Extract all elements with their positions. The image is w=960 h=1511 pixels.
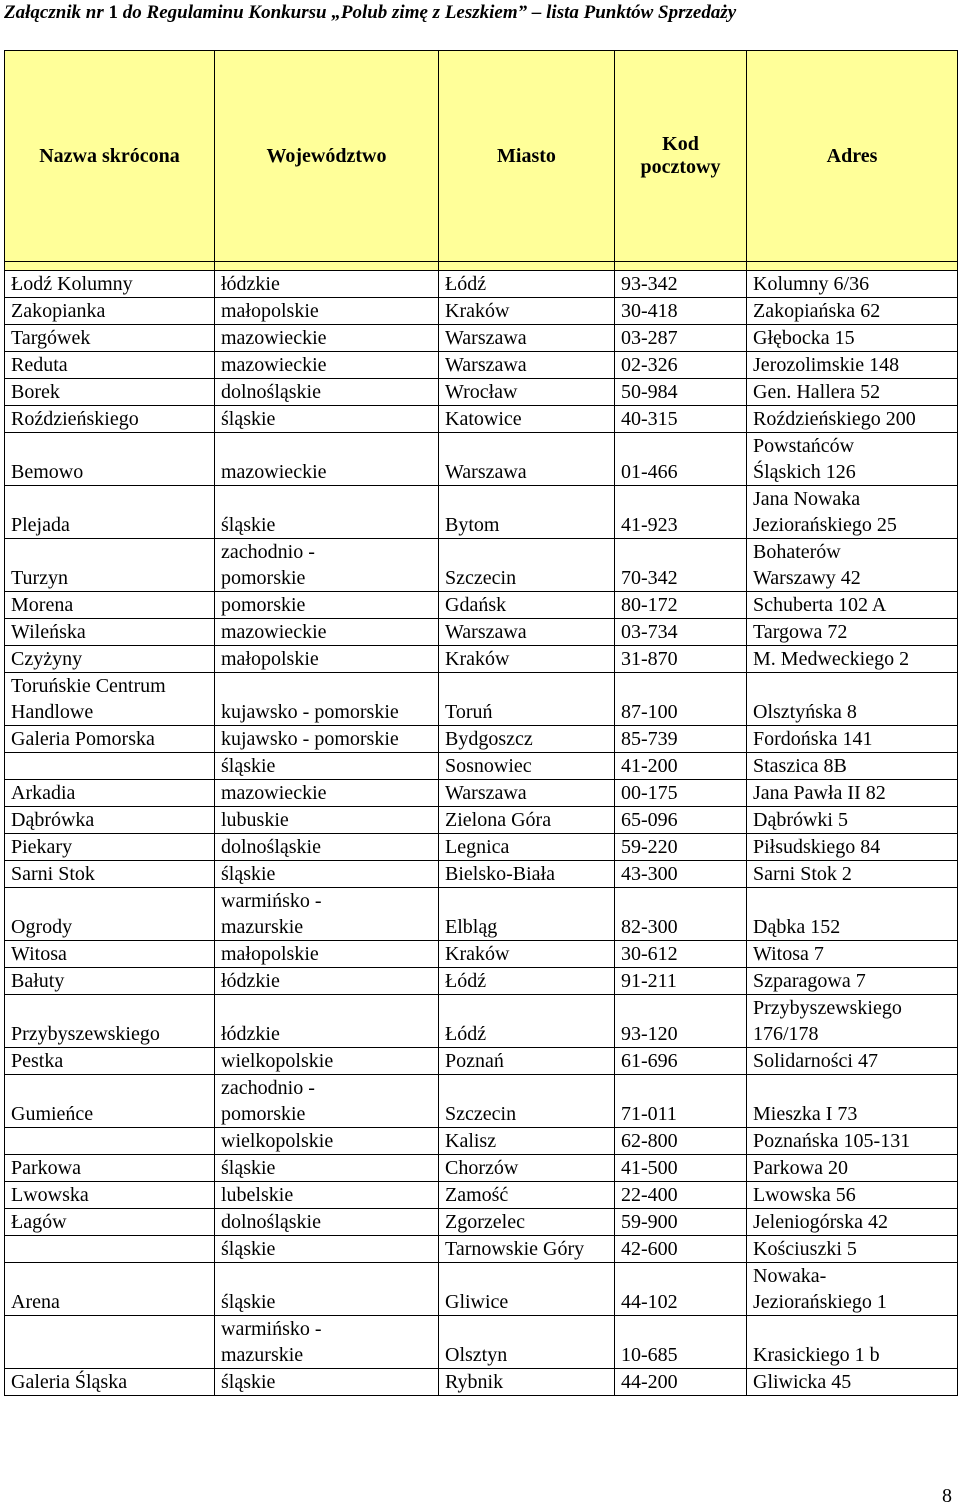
table-row [5, 861, 958, 888]
cell-miasto: Warszawa [439, 780, 615, 807]
cell-adres: Sarni Stok 2 [747, 861, 958, 888]
cell-kod: 50-984 [615, 379, 747, 406]
cell-nazwa: Plejada [5, 486, 215, 539]
cell-wojewodztwo: śląskie [215, 861, 439, 888]
cell-miasto: Rybnik [439, 1369, 615, 1396]
cell-kod: 80-172 [615, 592, 747, 619]
cell-adres: Jana Nowaka Jeziorańskiego 25 [747, 486, 958, 539]
cell-nazwa: Borek [5, 379, 215, 406]
cell-wojewodztwo: dolnośląskie [215, 834, 439, 861]
cell-miasto: Elbląg [439, 888, 615, 941]
cell-kod: 42-600 [615, 1236, 747, 1263]
cell-wojewodztwo: zachodnio - pomorskie [215, 1075, 439, 1128]
cell-wojewodztwo: mazowieckie [215, 619, 439, 646]
cell-miasto: Kraków [439, 941, 615, 968]
cell-kod: 03-734 [615, 619, 747, 646]
cell-nazwa: Galeria Śląska [5, 1369, 215, 1396]
cell-kod: 02-326 [615, 352, 747, 379]
cell-wojewodztwo: zachodnio - pomorskie [215, 539, 439, 592]
cell-kod: 85-739 [615, 726, 747, 753]
cell-miasto: Bytom [439, 486, 615, 539]
cell-kod: 44-102 [615, 1263, 747, 1316]
cell-kod: 00-175 [615, 780, 747, 807]
cell-nazwa: Roździeńskiego [5, 406, 215, 433]
cell-miasto: Warszawa [439, 325, 615, 352]
cell-adres: Olsztyńska 8 [747, 673, 958, 726]
title-part-1: Załącznik nr [4, 2, 109, 23]
title-part-2: do Regulaminu Konkursu „Polub zimę z Leszkiem” – lista Punktów Sprzedaży [118, 2, 737, 23]
header-nazwa: Nazwa skrócona [5, 51, 215, 262]
cell-kod: 93-342 [615, 271, 747, 298]
table-row [5, 619, 958, 646]
cell-adres: Mieszka I 73 [747, 1075, 958, 1128]
cell-kod: 03-287 [615, 325, 747, 352]
table-row [5, 352, 958, 379]
cell-adres: Jeleniogórska 42 [747, 1209, 958, 1236]
cell-wojewodztwo: dolnośląskie [215, 379, 439, 406]
cell-adres: Kolumny 6/36 [747, 271, 958, 298]
cell-kod: 93-120 [615, 995, 747, 1048]
table-row [5, 753, 958, 780]
cell-kod: 41-200 [615, 753, 747, 780]
cell-miasto: Legnica [439, 834, 615, 861]
cell-adres: Jana Pawła II 82 [747, 780, 958, 807]
cell-miasto: Bielsko-Biała [439, 861, 615, 888]
header-spacer-row [5, 262, 958, 271]
cell-miasto: Zamość [439, 1182, 615, 1209]
cell-nazwa: Reduta [5, 352, 215, 379]
cell-adres: Witosa 7 [747, 941, 958, 968]
table-row [5, 1128, 958, 1155]
table-row [5, 486, 958, 539]
cell-kod: 10-685 [615, 1316, 747, 1369]
cell-adres: Krasickiego 1 b [747, 1316, 958, 1369]
cell-wojewodztwo: warmińsko - mazurskie [215, 1316, 439, 1369]
cell-miasto: Warszawa [439, 433, 615, 486]
cell-miasto: Warszawa [439, 619, 615, 646]
cell-miasto: Tarnowskie Góry [439, 1236, 615, 1263]
cell-miasto: Toruń [439, 673, 615, 726]
cell-adres: Bohaterów Warszawy 42 [747, 539, 958, 592]
title-number: 1 [108, 2, 119, 23]
cell-nazwa: Sarni Stok [5, 861, 215, 888]
cell-wojewodztwo: wielkopolskie [215, 1048, 439, 1075]
cell-kod: 61-696 [615, 1048, 747, 1075]
cell-kod: 44-200 [615, 1369, 747, 1396]
cell-nazwa: Toruńskie Centrum Handlowe [5, 673, 215, 726]
cell-nazwa: Morena [5, 592, 215, 619]
cell-adres: Zakopiańska 62 [747, 298, 958, 325]
page-number: 8 [942, 1485, 952, 1507]
cell-kod: 43-300 [615, 861, 747, 888]
cell-kod: 59-900 [615, 1209, 747, 1236]
cell-miasto: Olsztyn [439, 1316, 615, 1369]
cell-wojewodztwo: mazowieckie [215, 433, 439, 486]
cell-adres: Poznańska 105-131 [747, 1128, 958, 1155]
cell-kod: 62-800 [615, 1128, 747, 1155]
cell-miasto: Gliwice [439, 1263, 615, 1316]
cell-kod: 87-100 [615, 673, 747, 726]
table-row [5, 834, 958, 861]
cell-wojewodztwo: śląskie [215, 1263, 439, 1316]
cell-miasto: Zielona Góra [439, 807, 615, 834]
cell-nazwa [5, 1236, 215, 1263]
cell-adres: Przybyszewskiego 176/178 [747, 995, 958, 1048]
table-row [5, 888, 958, 941]
table-row [5, 592, 958, 619]
cell-wojewodztwo: lubelskie [215, 1182, 439, 1209]
cell-miasto: Kraków [439, 646, 615, 673]
table-row [5, 433, 958, 486]
document-title [4, 2, 954, 24]
cell-kod: 59-220 [615, 834, 747, 861]
table-row [5, 968, 958, 995]
cell-kod: 30-418 [615, 298, 747, 325]
points-of-sale-table [4, 50, 958, 1396]
cell-miasto: Kraków [439, 298, 615, 325]
cell-nazwa: Pestka [5, 1048, 215, 1075]
cell-adres: Gen. Hallera 52 [747, 379, 958, 406]
cell-nazwa: Bemowo [5, 433, 215, 486]
cell-wojewodztwo: łódzkie [215, 968, 439, 995]
cell-adres: Solidarności 47 [747, 1048, 958, 1075]
cell-kod: 22-400 [615, 1182, 747, 1209]
cell-adres: Lwowska 56 [747, 1182, 958, 1209]
cell-nazwa: Arkadia [5, 780, 215, 807]
cell-adres: Targowa 72 [747, 619, 958, 646]
cell-wojewodztwo: małopolskie [215, 298, 439, 325]
cell-nazwa [5, 1316, 215, 1369]
table-row [5, 807, 958, 834]
cell-wojewodztwo: śląskie [215, 753, 439, 780]
cell-wojewodztwo: dolnośląskie [215, 1209, 439, 1236]
cell-kod: 41-500 [615, 1155, 747, 1182]
cell-kod: 41-923 [615, 486, 747, 539]
cell-wojewodztwo: małopolskie [215, 941, 439, 968]
cell-miasto: Łódź [439, 968, 615, 995]
cell-wojewodztwo: śląskie [215, 1369, 439, 1396]
cell-kod: 82-300 [615, 888, 747, 941]
cell-miasto: Zgorzelec [439, 1209, 615, 1236]
cell-wojewodztwo: małopolskie [215, 646, 439, 673]
cell-wojewodztwo: śląskie [215, 406, 439, 433]
cell-adres: Kościuszki 5 [747, 1236, 958, 1263]
cell-adres: Powstańców Śląskich 126 [747, 433, 958, 486]
cell-miasto: Kalisz [439, 1128, 615, 1155]
table-row [5, 271, 958, 298]
cell-kod: 70-342 [615, 539, 747, 592]
table-row [5, 1236, 958, 1263]
cell-kod: 65-096 [615, 807, 747, 834]
table-row [5, 1155, 958, 1182]
cell-nazwa: Łagów [5, 1209, 215, 1236]
cell-nazwa: Piekary [5, 834, 215, 861]
cell-adres: Fordońska 141 [747, 726, 958, 753]
cell-nazwa: Galeria Pomorska [5, 726, 215, 753]
cell-nazwa: Lwowska [5, 1182, 215, 1209]
cell-nazwa: Arena [5, 1263, 215, 1316]
table-header-row [5, 51, 958, 262]
cell-adres: Parkowa 20 [747, 1155, 958, 1182]
table-row [5, 1369, 958, 1396]
table-row [5, 325, 958, 352]
cell-kod: 01-466 [615, 433, 747, 486]
cell-adres: Staszica 8B [747, 753, 958, 780]
cell-nazwa: Targówek [5, 325, 215, 352]
table-row [5, 1263, 958, 1316]
cell-miasto: Łódź [439, 271, 615, 298]
cell-nazwa: Łodź Kolumny [5, 271, 215, 298]
table-body [5, 262, 958, 1396]
cell-wojewodztwo: pomorskie [215, 592, 439, 619]
table-row [5, 780, 958, 807]
cell-wojewodztwo: mazowieckie [215, 780, 439, 807]
table-row [5, 1316, 958, 1369]
cell-nazwa: Parkowa [5, 1155, 215, 1182]
table-row [5, 379, 958, 406]
cell-nazwa [5, 1128, 215, 1155]
header-kod: Kod pocztowy [615, 51, 747, 262]
table-row [5, 726, 958, 753]
cell-wojewodztwo: kujawsko - pomorskie [215, 673, 439, 726]
cell-adres: Dąbka 152 [747, 888, 958, 941]
cell-wojewodztwo: wielkopolskie [215, 1128, 439, 1155]
cell-adres: M. Medweckiego 2 [747, 646, 958, 673]
cell-adres: Roździeńskiego 200 [747, 406, 958, 433]
cell-nazwa: Przybyszewskiego [5, 995, 215, 1048]
cell-miasto: Szczecin [439, 539, 615, 592]
cell-kod: 40-315 [615, 406, 747, 433]
table-row [5, 941, 958, 968]
cell-adres: Dąbrówki 5 [747, 807, 958, 834]
cell-kod: 91-211 [615, 968, 747, 995]
table-row [5, 995, 958, 1048]
cell-nazwa: Dąbrówka [5, 807, 215, 834]
table-row [5, 1075, 958, 1128]
cell-nazwa: Turzyn [5, 539, 215, 592]
cell-miasto: Wrocław [439, 379, 615, 406]
cell-adres: Nowaka- Jeziorańskiego 1 [747, 1263, 958, 1316]
cell-kod: 31-870 [615, 646, 747, 673]
cell-wojewodztwo: śląskie [215, 1155, 439, 1182]
table-row [5, 673, 958, 726]
cell-adres: Schuberta 102 A [747, 592, 958, 619]
cell-wojewodztwo: śląskie [215, 486, 439, 539]
cell-nazwa: Bałuty [5, 968, 215, 995]
cell-kod: 30-612 [615, 941, 747, 968]
cell-wojewodztwo: łódzkie [215, 271, 439, 298]
cell-wojewodztwo: łódzkie [215, 995, 439, 1048]
cell-nazwa: Wileńska [5, 619, 215, 646]
cell-miasto: Bydgoszcz [439, 726, 615, 753]
table-row [5, 406, 958, 433]
cell-miasto: Chorzów [439, 1155, 615, 1182]
cell-miasto: Warszawa [439, 352, 615, 379]
cell-wojewodztwo: kujawsko - pomorskie [215, 726, 439, 753]
cell-miasto: Poznań [439, 1048, 615, 1075]
cell-nazwa: Zakopianka [5, 298, 215, 325]
cell-adres: Głębocka 15 [747, 325, 958, 352]
cell-miasto: Gdańsk [439, 592, 615, 619]
header-wojewodztwo: Województwo [215, 51, 439, 262]
table-row [5, 646, 958, 673]
table-row [5, 1048, 958, 1075]
cell-wojewodztwo: warmińsko - mazurskie [215, 888, 439, 941]
cell-miasto: Sosnowiec [439, 753, 615, 780]
cell-wojewodztwo: śląskie [215, 1236, 439, 1263]
table-row [5, 298, 958, 325]
table-row [5, 539, 958, 592]
cell-nazwa: Ogrody [5, 888, 215, 941]
cell-adres: Piłsudskiego 84 [747, 834, 958, 861]
cell-miasto: Szczecin [439, 1075, 615, 1128]
header-miasto: Miasto [439, 51, 615, 262]
cell-adres: Gliwicka 45 [747, 1369, 958, 1396]
cell-wojewodztwo: mazowieckie [215, 352, 439, 379]
cell-nazwa [5, 753, 215, 780]
cell-wojewodztwo: mazowieckie [215, 325, 439, 352]
cell-adres: Jerozolimskie 148 [747, 352, 958, 379]
cell-nazwa: Gumieńce [5, 1075, 215, 1128]
table-row [5, 1209, 958, 1236]
table-row [5, 1182, 958, 1209]
cell-adres: Szparagowa 7 [747, 968, 958, 995]
cell-miasto: Łódź [439, 995, 615, 1048]
cell-miasto: Katowice [439, 406, 615, 433]
cell-wojewodztwo: lubuskie [215, 807, 439, 834]
cell-nazwa: Czyżyny [5, 646, 215, 673]
header-adres: Adres [747, 51, 958, 262]
cell-kod: 71-011 [615, 1075, 747, 1128]
cell-nazwa: Witosa [5, 941, 215, 968]
